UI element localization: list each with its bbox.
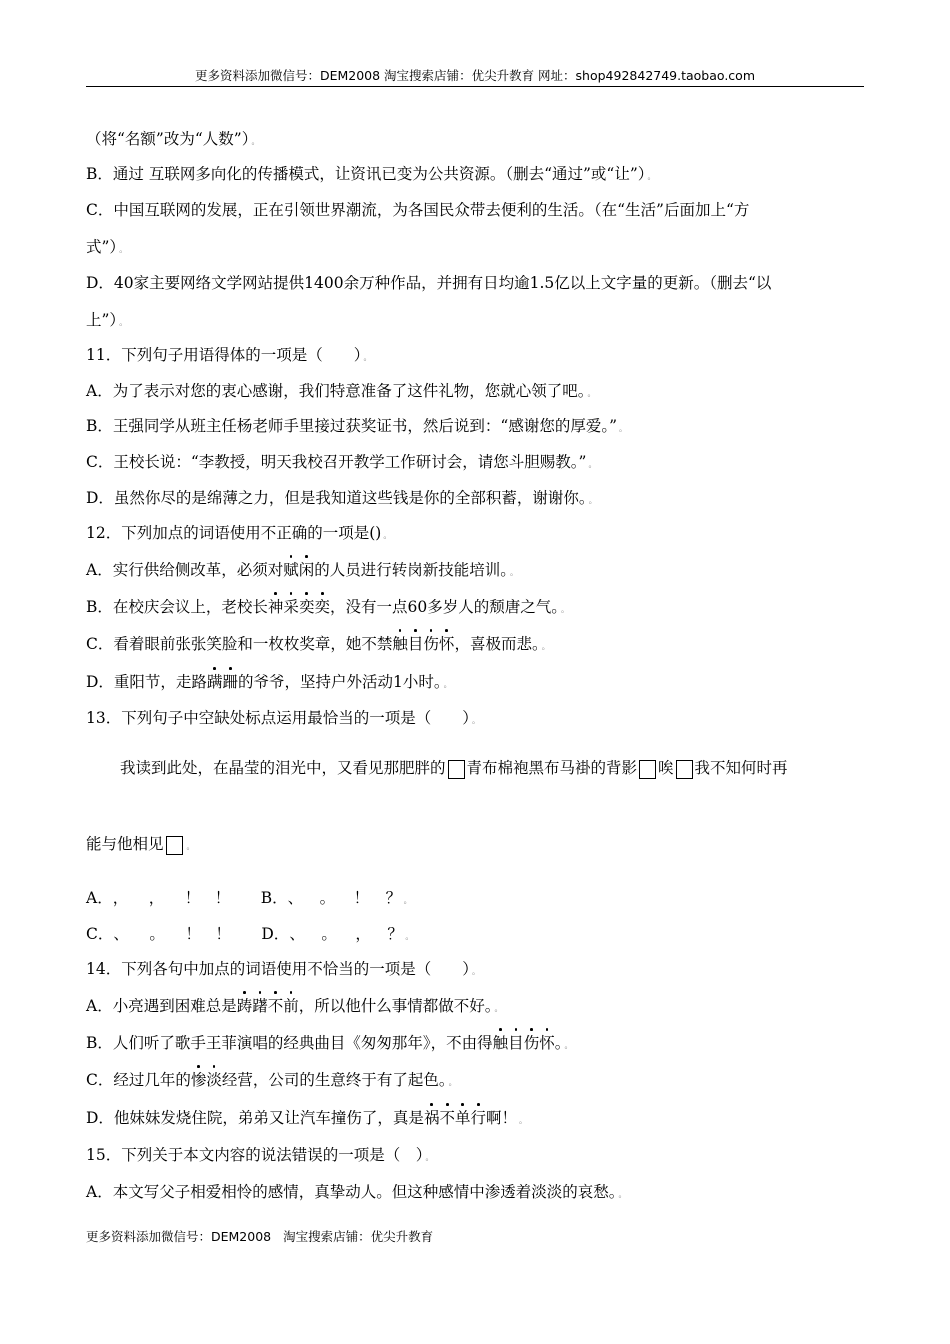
dotted-char: 行 (470, 1109, 486, 1127)
text-content: B．通过 互联网多向化的传播模式，让资讯已变为公共资源。（删去“通过”或“让”） (86, 165, 646, 183)
text-line: 上”） 。 (86, 311, 128, 329)
punct-mark: ！ (214, 889, 231, 907)
dotted-char: 踌 (236, 997, 253, 1015)
passage-text: 青布棉袍黑布马褂的背影 (466, 759, 638, 777)
q14-option-b: B．人们听了歌手王菲演唱的经典曲目《匆匆那年》，不由得触目伤怀。 。 (86, 1034, 573, 1052)
passage-text: 我读到此处，在晶莹的泪光中，又看见那肥胖的 (120, 759, 446, 777)
dotted-char: 闲 (298, 561, 315, 579)
footer-wechat: 更多资料添加微信号：DEM2008 (86, 1229, 272, 1244)
passage-text: 唉 (658, 759, 674, 777)
text-content: （将“名额”改为“人数”） (86, 130, 250, 148)
punct-mark: 。 (319, 889, 336, 907)
dotted-char: 不 (439, 1109, 455, 1127)
punct-mark: ， (148, 889, 165, 907)
q13-passage-line-1 (120, 757, 788, 779)
option-label: C． (86, 925, 114, 943)
dotted-char: 神 (267, 598, 284, 616)
question-text: 14．下列各句中加点的词语使用不恰当的一项是（ ） (86, 960, 470, 978)
q15-option-a: A．本文写父子相爱相怜的感情，真挚动人。但这种感情中渗透着淡淡的哀愁。 。 (86, 1183, 627, 1201)
dotted-char: 触 (392, 635, 408, 653)
dotted-char: 前 (283, 997, 299, 1015)
dotted-char: 淡 (206, 1071, 222, 1089)
text-line (86, 199, 749, 221)
text-content: 式”） (86, 238, 118, 256)
option-text: D．虽然你尽的是绵薄之力，但是我知道这些钱是你的全部积蓄，谢谢你。 (86, 489, 587, 507)
question-14: 14．下列各句中加点的词语使用不恰当的一项是（ ） 。 (86, 960, 480, 978)
option-text: C．王校长说：“李教授，明天我校召开教学工作研讨会，请您斗胆赐教。” (86, 453, 587, 471)
q12-option-c: C．看着眼前张张笑脸和一枚枚奖章，她不禁触目伤怀，喜极而悲。 。 (86, 635, 550, 653)
text-line: （将“名额”改为“人数”） 。 (86, 130, 260, 148)
option-label: B． (260, 889, 288, 907)
q12-option-d: D．重阳节，走路蹒跚的爷爷，坚持户外活动1小时。 。 (86, 673, 452, 691)
q13-options-cd: C．、 。 ！ ！ D．、 。 ， ？ 。 (86, 925, 414, 943)
text-content: 上”） (86, 311, 118, 329)
option-text: B．人们听了歌手王菲演唱的经典曲目《匆匆那年》，不由得 (86, 1034, 493, 1052)
option-text: 的人员进行转岗新技能培训。 (314, 561, 508, 579)
page-header: 更多资料添加微信号：DEM2008 淘宝搜索店铺：优尖升教育 网址：shop492842749.taobao.com (194, 68, 756, 83)
option-text: 。 (554, 1034, 563, 1052)
dotted-char: 采 (283, 598, 299, 616)
dotted-char: 躇 (252, 997, 268, 1015)
passage-text: 我不知何时再 (694, 759, 788, 777)
question-text: 15．下列关于本文内容的说法错误的一项是（ ） (86, 1146, 424, 1164)
dotted-char: 蹒 (206, 673, 223, 691)
page-footer (86, 1227, 433, 1247)
dotted-char: 祸 (423, 1109, 440, 1127)
q14-option-c: C．经过几年的惨淡经营，公司的生意终于有了起色。 。 (86, 1071, 457, 1089)
option-text: ，喜极而悲。 (454, 635, 540, 653)
option-text: 的爷爷，坚持户外活动1小时。 (237, 673, 442, 691)
option-text: B．在校庆会议上，老校长 (86, 598, 268, 616)
option-text: D．重阳节，走路 (86, 673, 207, 691)
punct-mark: 、 (113, 925, 129, 943)
punct-mark: ！ (215, 925, 231, 943)
option-text: A．为了表示对您的衷心感谢，我们特意准备了这件礼物，您就心领了吧。 (86, 382, 586, 400)
header-rule (86, 86, 864, 87)
option-text: D．他妹妹发烧住院，弟弟又让汽车撞伤了，真是 (86, 1109, 424, 1127)
punct-mark: ！ (184, 889, 201, 907)
q14-option-a: A．小亮遇到困难总是踌躇不前，所以他什么事情都做不好。 。 (86, 997, 503, 1015)
option-text: A．本文写父子相爱相怜的感情，真挚动人。但这种感情中渗透着淡淡的哀愁。 (86, 1183, 617, 1201)
option-text: 啊！ (486, 1109, 518, 1127)
dotted-char: 怀 (438, 635, 455, 653)
dotted-char: 目 (407, 635, 424, 653)
q11-option-d: D．虽然你尽的是绵薄之力，但是我知道这些钱是你的全部积蓄，谢谢你。 。 (86, 489, 597, 507)
dotted-char: 惨 (190, 1071, 207, 1089)
q12-option-b: B．在校庆会议上，老校长神采奕奕，没有一点60多岁人的颓唐之气。 。 (86, 598, 569, 616)
dotted-char: 赋 (283, 561, 299, 579)
punct-mark: ， (355, 925, 371, 943)
q14-option-d: D．他妹妹发烧住院，弟弟又让汽车撞伤了，真是祸不单行啊！ 。 (86, 1109, 528, 1127)
q13-passage-line-2: 能与他相见 。 (86, 835, 195, 853)
option-text: C．看着眼前张张笑脸和一枚枚奖章，她不禁 (86, 635, 393, 653)
dotted-char: 跚 (222, 673, 238, 691)
option-text: ，没有一点60多岁人的颓唐之气。 (329, 598, 559, 616)
text-content: D．40家主要网络文学网站提供1400余万种作品，并拥有日均逾1.5亿以上文字量的更新。（删去“以 (86, 274, 772, 292)
q11-option-c: C．王校长说：“李教授，明天我校召开教学工作研讨会，请您斗胆赐教。” 。 (86, 453, 597, 471)
option-text: A．实行供给侧改革，必须对 (86, 561, 284, 579)
punct-mark: 、 (289, 925, 305, 943)
option-label: D． (261, 925, 290, 943)
blank-box-2 (639, 760, 656, 779)
q12-option-a: A．实行供给侧改革，必须对赋闲的人员进行转岗新技能培训。 。 (86, 561, 518, 579)
dotted-char: 触 (492, 1034, 509, 1052)
footer-shop: 淘宝搜索店铺：优尖升教育 (283, 1229, 434, 1244)
dotted-char: 目 (508, 1034, 524, 1052)
question-11: 11．下列句子用语得体的一项是（ ） 。 (86, 346, 372, 364)
punct-mark: ！ (185, 925, 201, 943)
blank-box-4 (166, 836, 183, 855)
question-13: 13．下列句子中空缺处标点运用最恰当的一项是（ ） 。 (86, 709, 480, 727)
punct-mark: 、 (287, 889, 304, 907)
q13-options-ab: A．， ， ！ ！ B．、 。 ！ ？ 。 (86, 889, 412, 907)
dotted-char: 伤 (423, 635, 439, 653)
question-12: 12．下列加点的词语使用不正确的一项是() 。 (86, 524, 392, 542)
blank-box-1 (448, 760, 465, 779)
text-line: B．通过 互联网多向化的传播模式，让资讯已变为公共资源。（删去“通过”或“让”） 。 (86, 165, 656, 183)
option-text: C．经过几年的 (86, 1071, 191, 1089)
blank-box-3 (676, 760, 693, 779)
option-text: ，所以他什么事情都做不好。 (298, 997, 493, 1015)
dotted-char: 单 (454, 1109, 471, 1127)
passage-text: 能与他相见 (86, 835, 164, 853)
question-15: 15．下列关于本文内容的说法错误的一项是（ ） 。 (86, 1146, 434, 1164)
question-text: 12．下列加点的词语使用不正确的一项是() (86, 524, 382, 542)
punct-mark: 。 (321, 925, 337, 943)
question-text: 13．下列句子中空缺处标点运用最恰当的一项是（ ） (86, 709, 470, 727)
text-line (86, 272, 771, 294)
q11-option-b: B．王强同学从班主任杨老师手里接过获奖证书，然后说到：“感谢您的厚爱。” 。 (86, 417, 627, 435)
dotted-char: 伤 (523, 1034, 540, 1052)
punct-mark: ， (112, 889, 129, 907)
dotted-char: 不 (267, 997, 284, 1015)
text-content: C．中国互联网的发展，正在引领世界潮流，为各国民众带去便利的生活。（在“生活”后面加上“方 (86, 201, 750, 219)
punct-mark: ？ (385, 889, 402, 907)
text-line: 式”） 。 (86, 238, 128, 256)
q11-option-a: A．为了表示对您的衷心感谢，我们特意准备了这件礼物，您就心领了吧。 。 (86, 382, 596, 400)
option-label: A． (86, 889, 113, 907)
dotted-char: 奕 (314, 598, 330, 616)
dotted-char: 怀 (539, 1034, 555, 1052)
dotted-char: 奕 (298, 598, 315, 616)
option-text: B．王强同学从班主任杨老师手里接过获奖证书，然后说到：“感谢您的厚爱。” (86, 417, 617, 435)
punct-mark: ！ (353, 889, 370, 907)
option-text: 经营，公司的生意终于有了起色。 (221, 1071, 447, 1089)
option-text: A．小亮遇到困难总是 (86, 997, 237, 1015)
punct-mark: ？ (387, 925, 403, 943)
punct-mark: 。 (149, 925, 165, 943)
question-text: 11．下列句子用语得体的一项是（ ） (86, 346, 362, 364)
